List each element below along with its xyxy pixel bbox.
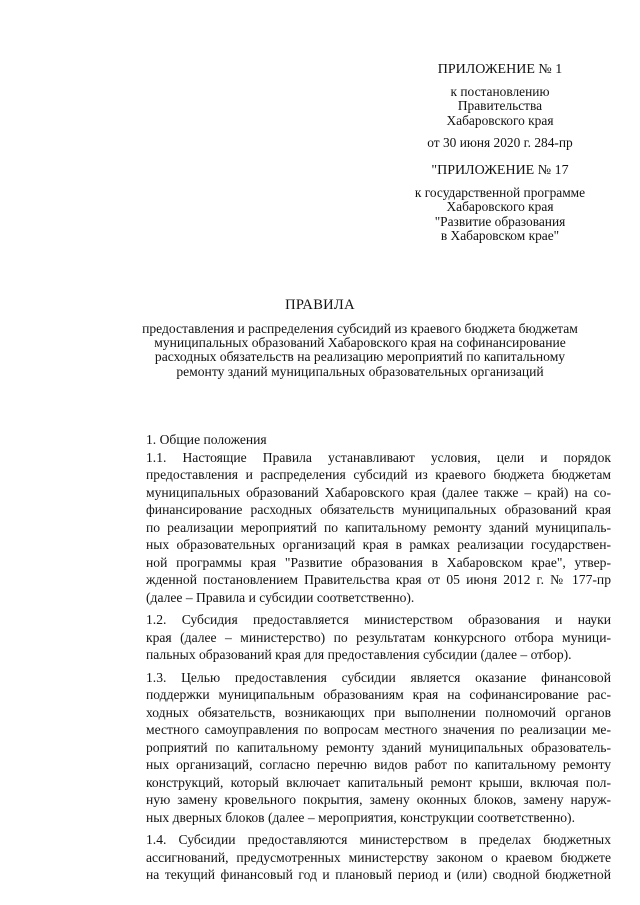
text-line: ных организаций, согласно перечню видов работ по капитальному ремонту	[146, 757, 611, 772]
paragraph-1-1	[108, 449, 611, 607]
text-line: ных образовательных организаций края в рамках реализации государствен-	[146, 537, 611, 552]
text-line: ассигнований, предусмотренных министерству законом о краевом бюджете	[146, 849, 611, 865]
text-line: пальных образований края для предоставления субсидии (далее – отбор).	[146, 647, 572, 662]
text-line: (далее – Правила и субсидии соответственно).	[146, 589, 415, 605]
text-line: 1.1. Настоящие Правила устанавливают условия, цели и порядок	[146, 449, 611, 465]
document-body	[108, 431, 611, 889]
paragraph-1-3	[108, 669, 611, 827]
text-line: 1.4. Субсидии предоставляются министерством в пределах бюджетных	[146, 832, 611, 847]
appendix-1-line: Хабаровского края	[446, 112, 554, 128]
appendix-17-line: в Хабаровском крае"	[440, 227, 560, 243]
text-line: ных дверных блоков (далее – мероприятия, конструкции соответственно).	[146, 809, 575, 825]
text-line: жденной постановлением Правительства края от 05 июня 2012 г. № 177-пр	[146, 572, 611, 587]
subtitle-line: предоставления и распределения субсидий из краевого бюджета бюджетам	[142, 321, 578, 336]
document-title: ПРАВИЛА	[285, 297, 355, 313]
paragraph-1-4	[108, 831, 611, 884]
paragraph-1-2	[108, 611, 611, 664]
text-line: по реализации мероприятий по капитальному ремонту зданий муниципаль-	[146, 519, 611, 535]
subtitle-line: ремонту зданий муниципальных образовательных организаций	[176, 363, 544, 379]
subtitle-line: расходных обязательств на реализацию мероприятий по капитальному	[154, 349, 566, 365]
subtitle-line: муниципальных образований Хабаровского края на софинансирование	[154, 335, 566, 351]
appendix-17-header	[390, 164, 610, 243]
text-line: края (далее – министерство) по результатам конкурсного отбора муници-	[146, 629, 611, 645]
text-line: роприятий по капитальному ремонту зданий муниципальных образователь-	[146, 739, 611, 755]
text-line: конструкций, который включает капитальный ремонт крыши, включая пол-	[146, 774, 611, 790]
text-line: финансирование расходных обязательств муниципальных образований края	[146, 502, 611, 517]
text-line: муниципальных образований Хабаровского края (далее также – край) на со-	[146, 484, 611, 500]
text-line: 1.2. Субсидия предоставляется министерством образования и науки	[146, 612, 611, 627]
appendix-1-title: ПРИЛОЖЕНИЕ № 1	[437, 62, 563, 77]
text-line: на текущий финансовый год и плановый период и (или) сводной бюджетной	[146, 867, 611, 882]
appendix-17-title: "ПРИЛОЖЕНИЕ № 17	[431, 163, 569, 178]
appendix-1-line: Правительства	[457, 98, 543, 114]
appendix-1-line: к постановлению	[450, 84, 550, 100]
appendix-1-header	[390, 63, 610, 150]
text-line: местного самоуправления по вопросам местного значения по реализации ме-	[146, 722, 611, 737]
appendix-17-line: Хабаровского края	[446, 199, 554, 215]
appendix-17-line: к государственной программе	[414, 185, 586, 201]
section-heading: 1. Общие положения	[146, 432, 267, 447]
text-line: ходных обязательств, возникающих при выполнении полномочий органов	[146, 704, 611, 720]
appendix-1-date: от 30 июня 2020 г. 284-пр	[427, 134, 573, 150]
document-subtitle	[110, 322, 610, 379]
text-line: ной программы края "Развитие образования в Хабаровском крае", утвер-	[146, 554, 611, 570]
text-line: предоставления и распределения субсидий из краевого бюджета бюджетам	[146, 467, 611, 482]
text-line: 1.3. Целью предоставления субсидии является оказание финансовой	[146, 669, 611, 685]
text-line: поддержки муниципальным образованиям края на софинансирование рас-	[146, 687, 611, 702]
text-line: ную замену кровельного покрытия, замену оконных блоков, замену наруж-	[146, 792, 611, 807]
appendix-17-line: "Развитие образования	[434, 213, 566, 229]
